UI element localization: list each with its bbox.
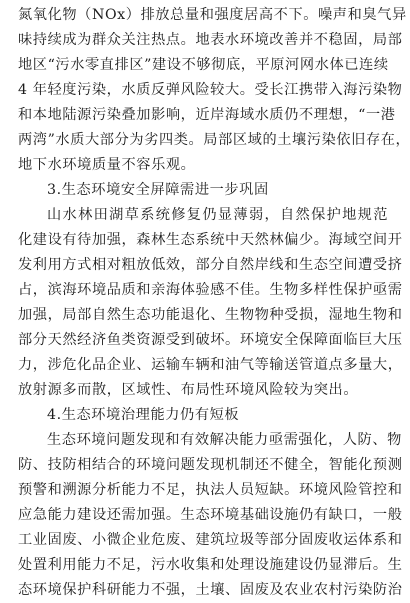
text-line: 化建设有待加强，森林生态系统中天然林偏少。海域空间开 xyxy=(18,232,403,248)
text-line: 加强，局部自然生态功能退化、生物物种受损，湿地生物和 xyxy=(18,307,403,323)
text-line: 地下水环境质量不容乐观。 xyxy=(18,157,196,173)
text-line: 发利用方式相对粗放低效，部分自然岸线和生态空间遭受挤 xyxy=(18,257,403,273)
text-line: 防、技防相结合的环境问题发现机制还不健全，智能化预测 xyxy=(18,457,403,473)
text-line: 态环境保护科研能力不强，土壤、固废及农业农村污染防治 xyxy=(18,582,403,598)
text-line: 应急能力建设还需加强。生态环境基础设施仍有缺口，一般 xyxy=(18,507,403,523)
text-line: 地区“污水零直排区”建设不够彻底，平原河网水体已连续 xyxy=(18,57,389,73)
text-line: 工业固废、小微企业危废、建筑垃圾等部分固废收运体系和 xyxy=(18,532,403,548)
text-line: 和本地陆源污染叠加影响，近岸海域水质仍不理想，“一港 xyxy=(18,107,396,123)
text-line: 占，滨海环境品质和亲海体验感不佳。生物多样性保护亟需 xyxy=(18,282,403,298)
text-line: 氮氧化物（NOx）排放总量和强度居高不下。噪声和臭气异 xyxy=(18,7,407,23)
section-heading: 3.生态环境安全屏障需进一步巩固 xyxy=(47,182,269,198)
text-line: 味持续成为群众关注热点。地表水环境改善并不稳固，局部 xyxy=(18,32,403,48)
text-line: 4 年轻度污染，水质反弹风险较大。受长江携带入海污染物 xyxy=(18,82,403,98)
text-line: 处置利用能力不足，污水收集和处理设施建设仍显滞后。生 xyxy=(18,557,403,573)
document-body xyxy=(18,3,410,603)
text-line: 放射源多而散，区域性、布局性环境风险较为突出。 xyxy=(18,382,359,398)
text-line: 力，涉危化品企业、运输车辆和油气等输送管道点多量大， xyxy=(18,357,403,373)
text-line: 预警和溯源分析能力不足，执法人员短缺。环境风险管控和 xyxy=(18,482,403,498)
section-heading: 4.生态环境治理能力仍有短板 xyxy=(47,407,240,423)
text-line: 生态环境问题发现和有效解决能力亟需强化，人防、物 xyxy=(47,432,402,448)
text-line: 山水林田湖草系统修复仍显薄弱，自然保护地规范 xyxy=(47,207,388,223)
text-line: 部分天然经济鱼类资源受到破坏。环境安全保障面临巨大压 xyxy=(18,332,403,348)
text-line: 两湾”水质大部分为劣四类。局部区域的土壤污染依旧存在， xyxy=(18,132,410,148)
